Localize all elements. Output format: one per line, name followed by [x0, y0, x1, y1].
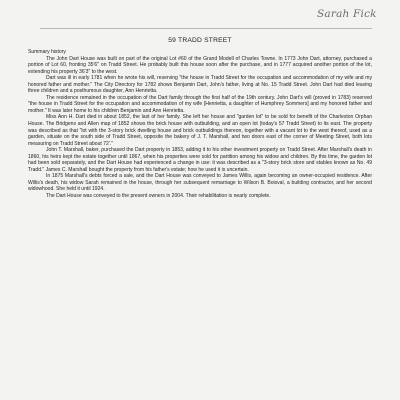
paragraph: The John Dart House was built on part of the original Lot #60 of the Grand Modell of Charles Towne. In 1773 John Dart, attorney, purchased a portion of Lot 60, fronting 35'6" on Tradd Street. He probably built this house soon after the purchase, and in 1777 acquired another portion of the lot, extending his property 36'3" to the west.	[28, 55, 372, 75]
paragraph: The residence remained in the occupation of the Dart family through the first half of the 19th century. John Dart's will (proved in 1783) reserved "the house in Tradd Street for the occupation and accommodation of my wife [Henrietta, a daughter of Humphrey Sommers] and my honored father and mother." It was later home to his children Benjamin and Ann Henrietta.	[28, 94, 372, 114]
top-rule	[40, 28, 372, 29]
paragraph: John T. Marshall, baker, purchased the Dart property in 1853, adding it to his other investment property on Tradd Street. After Marshall's death in 1860, his heirs kept the estate together until 1867, when his properties were sold for partition among his widow and children. By this time, the garden lot had been sold separately, and the Dart House had experienced a change in use: it was described as a "3-story brick store and stables known as No. 49 Tradd." James C. Marshall bought the property from his father's estate; how he used it is uncertain.	[28, 147, 372, 173]
paragraph: The Dart House was conveyed to the present owners in 2004. Their rehabilitation is nearly complete.	[46, 193, 271, 200]
document-body	[28, 49, 372, 200]
page-title: 59 TRADD STREET	[168, 37, 232, 44]
paragraph: Dart was ill in early 1781 when he wrote his will, reserving "the house in Tradd Street for the occupation and accommodation of my wife and my honored father and mother." The City Directory for 1782 shows Benjamin Dart, John's father, living at No. 15 Tradd Street. John Dart had died leaving three children and a posthumous daughter, Ann Henrietta.	[28, 75, 372, 95]
paragraph: In 1875 Marshall's debts forced a sale, and the Dart House was conveyed to James Willis, again becoming an owner-occupied residence. After Willis's death, his widow Sarah remained in the house, through her subsequent remarriage to Wilson B. Boisval, a building contractor, and her second widowhood. She held it until 1924.	[28, 173, 372, 193]
handwritten-signature: Sarah Fick	[317, 8, 377, 20]
paragraph: Miss Ann H. Dart died in about 1852, the last of her family. She left her house and "garden lot" to be sold for benefit of the Charleston Orphan House. The Bridgens and Allen map of 1852 shows the brick house with outbuilding, and an open lot (today's 57 Tradd Street) to its east. The property was described as that "lot with the 3-story brick dwelling house and brick outbuildings thereon, together with a vacant lot to the west thereof, used as a garden, situate on the south side of Tradd Street, opposite the bakery of J. T. Marshall, and two doors east of the corner of Meeting Street, both lots measuring on Tradd Street about 72'."	[28, 114, 372, 147]
section-heading: Summary history	[28, 49, 66, 55]
